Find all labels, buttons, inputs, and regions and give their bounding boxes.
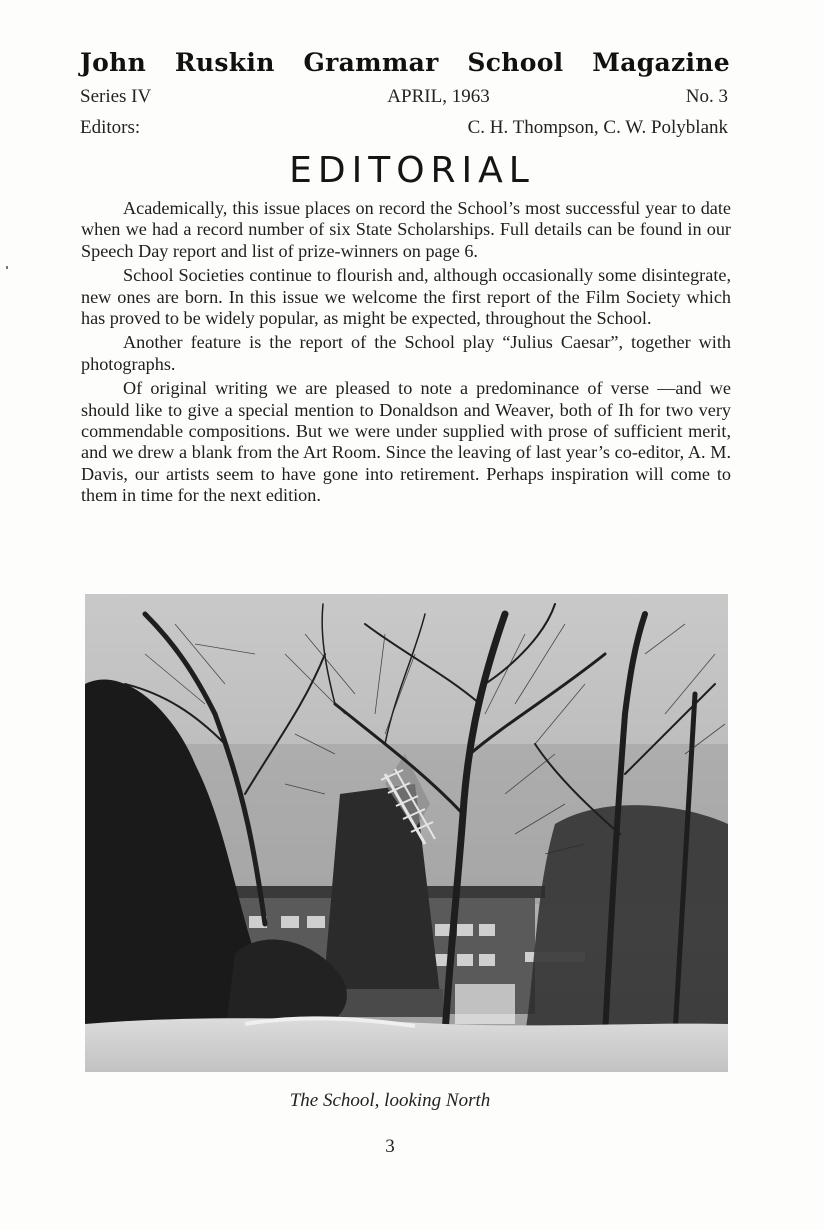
issue-number: No. 3 (685, 86, 728, 107)
page-number: 3 (385, 1136, 395, 1157)
editorial-heading: EDITORIAL (289, 150, 535, 191)
editorial-paragraph: School Societies continue to flourish and, although occasionally some disintegrate, new ones are born. In this issue we welcome the first report of the Film Society which has proved to be widely popular, as might be expected, throughout the School. (81, 265, 731, 329)
editors-label: Editors: (80, 117, 141, 138)
editorial-paragraph: Academically, this issue places on record the School’s most successful year to date when we had a record number of six State Scholarships. Full details can be found in our Speech Day report and list of prize-winners on page 6. (81, 198, 731, 261)
editorial-paragraph: Of original writing we are pleased to note a predominance of verse —and we should like to give a special mention to Donaldson and Weaver, both of Ih for two very commendable compositions. But we were under supplied with prose of sufficient merit, and we drew a blank from the Art Room. Since the leaving of last year’s co-editor, A. M. Davis, our artists seem to have gone into retirement. Perhaps inspiration will come to them in time for the next edition. (81, 378, 731, 506)
editorial-paragraph: Another feature is the report of the School play “Julius Caesar”, together with photographs. (81, 332, 731, 374)
issue-info-row (80, 86, 728, 108)
editors-row (80, 117, 728, 139)
issue-date: APRIL, 1963 (387, 86, 490, 107)
school-photo (85, 594, 728, 1072)
photo-caption: The School, looking North (289, 1090, 491, 1111)
editorial-body (81, 198, 731, 510)
editors-names: C. H. Thompson, C. W. Polyblank (467, 117, 728, 138)
margin-speck (6, 266, 8, 269)
series-label: Series IV (80, 86, 152, 107)
magazine-title: John Ruskin Grammar School Magazine (80, 48, 730, 77)
